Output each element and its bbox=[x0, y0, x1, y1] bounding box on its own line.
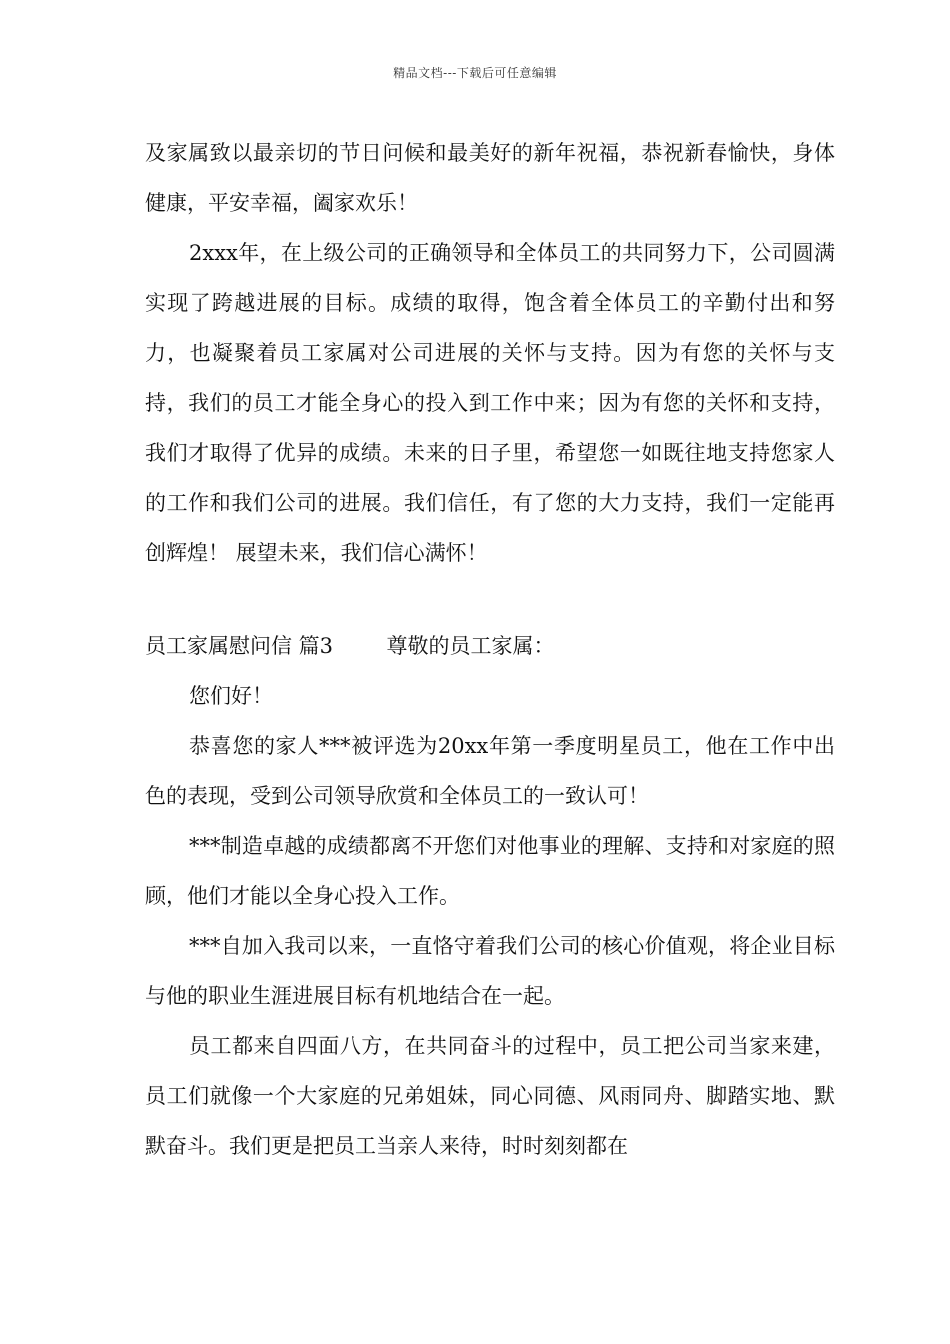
paragraph-family-support: ***制造卓越的成绩都离不开您们对他事业的理解、支持和对家庭的照顾，他们才能以全身心投入工作。 bbox=[145, 834, 835, 908]
paragraph-achievements: 2xxx年，在上级公司的正确领导和全体员工的共同努力下，公司圆满实现了跨越进展的目标。成绩的取得，饱含着全体员工的辛勤付出和努力，也凝聚着员工家属对公司进展的关怀与支持。因为有您的关怀与支持，我们的员工才能全身心的投入到工作中来；因为有您的关怀和支持，我们才取得了优异的成绩。未来的日子里，希望您一如既往地支持您家人的工作和我们公司的进展。我们信任，有了您的大力支持，我们一定能再创辉煌！ 展望未来，我们信心满怀！ bbox=[145, 241, 835, 565]
section-gap bbox=[145, 578, 835, 621]
paragraph-big-family: 员工都来自四面八方，在共同奋斗的过程中，员工把公司当家来建，员工们就像一个大家庭的兄弟姐妹，同心同德、风雨同舟、脚踏实地、默默奋斗。我们更是把员工当亲人来待，时时刻刻都在 bbox=[145, 1034, 835, 1158]
paragraph-congratulations: 恭喜您的家人***被评选为20xx年第一季度明星员工，他在工作中出色的表现，受到公司领导欣赏和全体员工的一致认可！ bbox=[145, 734, 835, 808]
page-header: 精品文档---下载后可任意编辑 bbox=[393, 66, 557, 80]
document-body bbox=[145, 128, 835, 1171]
letter-title-line bbox=[145, 621, 835, 671]
letter-title: 员工家属慰问信 篇3 bbox=[145, 634, 334, 658]
greeting: 您们好！ bbox=[189, 684, 273, 708]
letter-salutation: 尊敬的员工家属： bbox=[386, 634, 555, 658]
paragraph-continuation: 及家属致以最亲切的节日问候和最美好的新年祝福，恭祝新春愉快，身体健康，平安幸福，阖家欢乐！ bbox=[145, 141, 835, 215]
paragraph-values: ***自加入我司以来，一直恪守着我们公司的核心价值观，将企业目标与他的职业生涯进展目标有机地结合在一起。 bbox=[145, 934, 835, 1008]
